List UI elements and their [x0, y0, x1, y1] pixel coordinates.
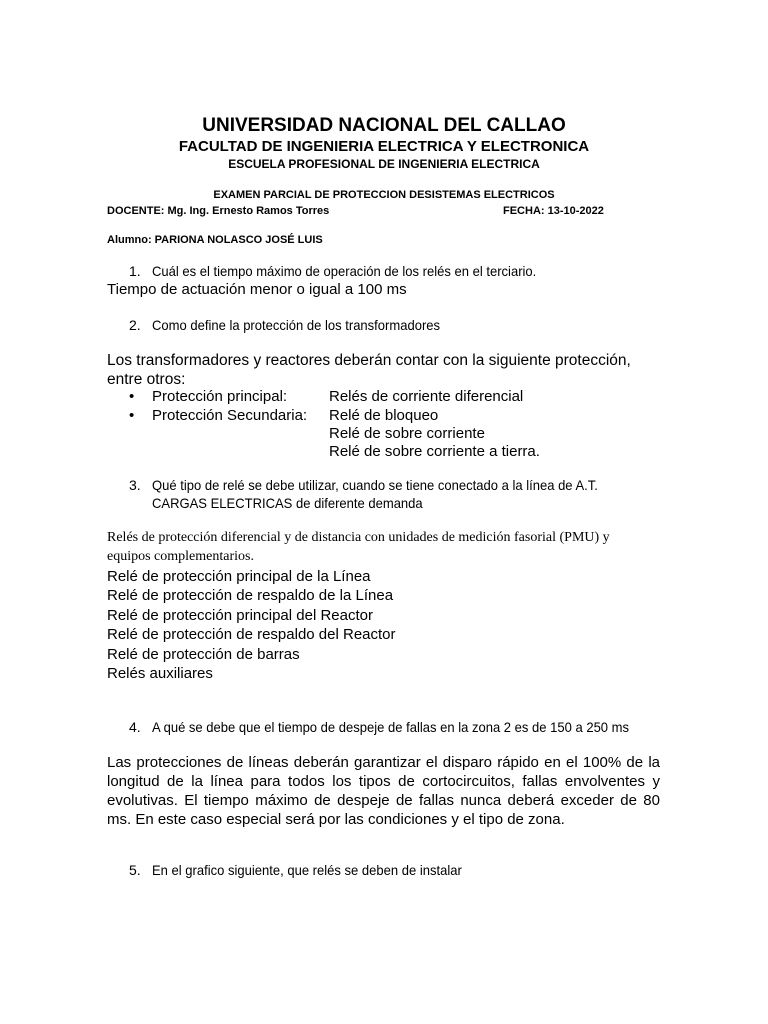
protection-label: Protección principal:	[152, 388, 288, 405]
protection-value: Relé de sobre corriente	[329, 425, 485, 442]
question-number: 5.	[129, 862, 141, 878]
answer-1: Tiempo de actuación menor o igual a 100 ms	[107, 281, 407, 298]
answer-4: Las protecciones de líneas deberán garantizar el disparo rápido en el 100% de la longitud de la línea para todos los tipos de cortocircuitos, fallas envolventes y evolutivas. El tiempo máximo de despeje de fallas nunca deberá exceder de 80 ms. En este caso especial será por las condiciones y el tipo de zona.	[107, 754, 660, 828]
protection-value: Relés de corriente diferencial	[329, 388, 524, 405]
question-3-text: Qué tipo de relé se debe utilizar, cuando se tiene conectado a la línea de A.T.	[152, 477, 598, 493]
bullet-dot: •	[129, 407, 135, 424]
school-title: ESCUELA PROFESIONAL DE INGENIERIA ELECTRICA	[228, 157, 540, 171]
question-number: 3.	[129, 477, 141, 493]
question-3-text: CARGAS ELECTRICAS de diferente demanda	[152, 495, 423, 511]
list-item: Relé de protección principal del Reactor	[107, 607, 373, 624]
list-item: Relé de protección de respaldo de la Línea	[107, 587, 394, 604]
question-number: 4.	[129, 719, 141, 735]
list-item: Relé de protección de respaldo del Reactor	[107, 626, 396, 643]
teacher-line: DOCENTE: Mg. Ing. Ernesto Ramos Torres	[107, 205, 330, 217]
question-1-text: Cuál es el tiempo máximo de operación de los relés en el terciario.	[152, 263, 537, 279]
university-title: UNIVERSIDAD NACIONAL DEL CALLAO	[202, 115, 566, 136]
question-number: 2.	[129, 317, 141, 333]
answer-2-intro: Los transformadores y reactores deberán contar con la siguiente protección, entre otros:	[107, 352, 631, 388]
protection-value: Relé de sobre corriente a tierra.	[329, 443, 540, 460]
bullet-dot: •	[129, 388, 135, 405]
date-line: FECHA: 13-10-2022	[503, 205, 604, 217]
answer-3-intro: Relés de protección diferencial y de distancia con unidades de medición fasorial (PMU) y	[107, 530, 610, 545]
list-item: Relés auxiliares	[107, 665, 213, 682]
list-item: Relé de protección de barras	[107, 646, 300, 663]
question-5-text: En el grafico siguiente, que relés se deben de instalar	[152, 862, 462, 878]
question-2-text: Como define la protección de los transformadores	[152, 317, 441, 333]
student-line: Alumno: PARIONA NOLASCO JOSÉ LUIS	[107, 234, 323, 246]
answer-3-intro: equipos complementarios.	[107, 549, 254, 564]
list-item: Relé de protección principal de la Línea	[107, 568, 371, 585]
exam-title: EXAMEN PARCIAL DE PROTECCION DESISTEMAS ELECTRICOS	[213, 189, 555, 201]
protection-value: Relé de bloqueo	[329, 407, 439, 424]
protection-label: Protección Secundaria:	[152, 407, 308, 424]
question-4-text: A qué se debe que el tiempo de despeje de fallas en la zona 2 es de 150 a 250 ms	[152, 719, 630, 735]
faculty-title: FACULTAD DE INGENIERIA ELECTRICA Y ELECTRONICA	[178, 138, 590, 155]
question-number: 1.	[129, 263, 141, 279]
